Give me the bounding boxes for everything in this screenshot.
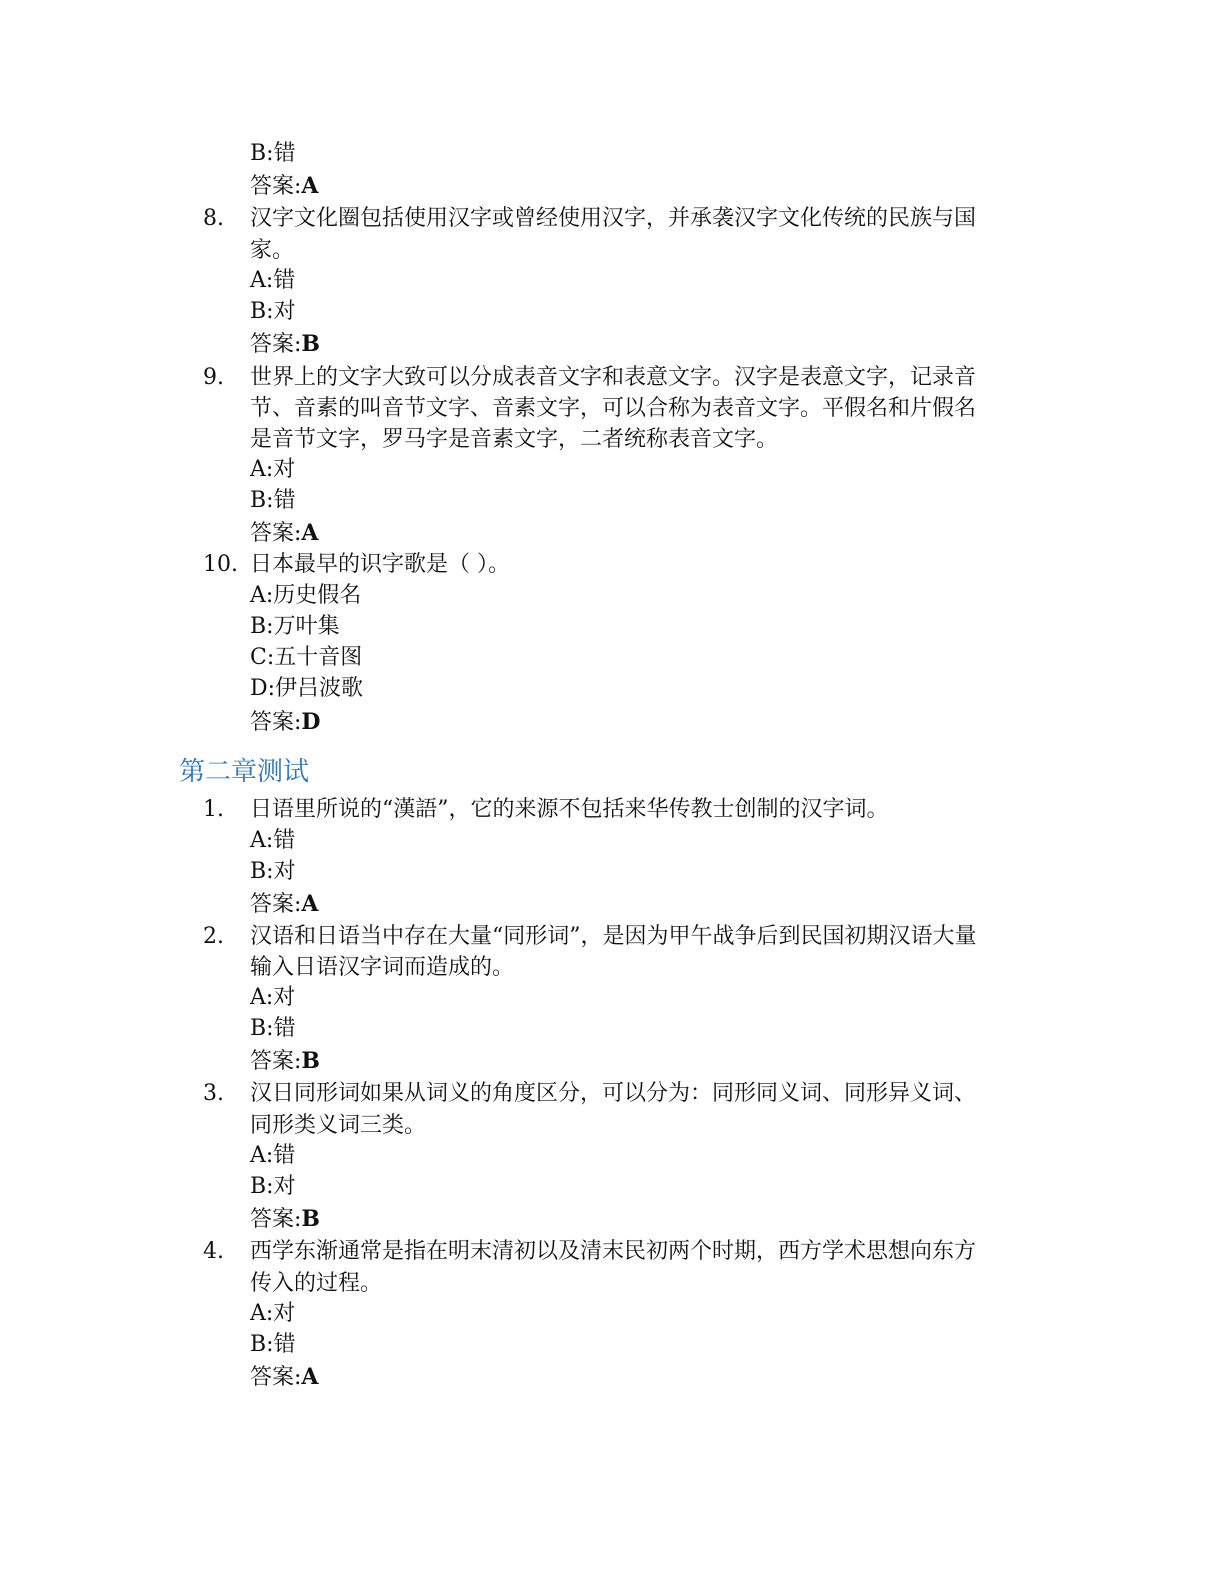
ch2-q4-text-line-2: 传入的过程。 — [250, 1271, 383, 1296]
ch2-q3-option-b: B:对 — [250, 1174, 296, 1199]
q8-text-line-2: 家。 — [250, 238, 295, 263]
ch2-q2-option-b: B:错 — [250, 1016, 296, 1041]
ch2-q3-answer — [250, 1203, 320, 1235]
ch2-q1-text-line-1: 日语里所说的“漢語”，它的来源不包括来华传教士创制的汉字词。 — [250, 797, 889, 822]
ch2-q4-option-a: A:对 — [250, 1301, 296, 1326]
q8-option-a: A:错 — [250, 268, 296, 293]
answer-value: D — [301, 709, 321, 735]
q10-option-b: B:万叶集 — [250, 614, 340, 639]
ch2-q2-option-a: A:对 — [250, 985, 296, 1010]
answer-value: A — [301, 520, 319, 546]
ch2-q2-text-line-1: 汉语和日语当中存在大量“同形词”，是因为甲午战争后到民国初期汉语大量 — [250, 924, 977, 949]
q7-answer — [250, 170, 319, 202]
chapter-2-heading: 第二章测试 — [179, 757, 310, 787]
q8-option-b: B:对 — [250, 299, 296, 324]
q8-answer — [250, 328, 320, 360]
q9-option-a: A:对 — [250, 457, 296, 482]
ch2-q3-text-line-2: 同形类义词三类。 — [250, 1113, 427, 1138]
answer-label: 答案: — [250, 1049, 302, 1074]
q10-text-line-1: 日本最早的识字歌是（ ）。 — [250, 552, 510, 577]
ch2-q1-option-a: A:错 — [250, 828, 296, 853]
ch2-q1-answer — [250, 888, 319, 920]
ch2-q3-text-line-1: 汉日同形词如果从词义的角度区分，可以分为：同形同义词、同形异义词、 — [250, 1081, 977, 1106]
answer-label: 答案: — [250, 1365, 302, 1390]
q9-text-line-3: 是音节文字，罗马字是音素文字，二者统称表音文字。 — [250, 427, 779, 452]
answer-label: 答案: — [250, 332, 302, 357]
q9-option-b: B:错 — [250, 488, 296, 513]
q10-answer — [250, 706, 321, 738]
q8-text-line-1: 汉字文化圈包括使用汉字或曾经使用汉字，并承袭汉字文化传统的民族与国 — [250, 206, 977, 231]
answer-value: A — [301, 891, 319, 917]
q8-number: 8. — [203, 206, 224, 231]
q9-text-line-1: 世界上的文字大致可以分成表音文字和表意文字。汉字是表意文字，记录音 — [250, 365, 977, 390]
ch2-q3-number: 3. — [203, 1081, 224, 1106]
answer-label: 答案: — [250, 521, 302, 546]
ch2-q2-answer — [250, 1045, 320, 1077]
answer-value: A — [301, 1364, 319, 1390]
q10-number: 10. — [203, 552, 238, 577]
answer-label: 答案: — [250, 174, 302, 199]
answer-value: B — [301, 1206, 321, 1232]
q7-option-b: B:错 — [250, 141, 296, 166]
ch2-q4-option-b: B:错 — [250, 1332, 296, 1357]
ch2-q4-answer — [250, 1361, 319, 1393]
ch2-q2-text-line-2: 输入日语汉字词而造成的。 — [250, 955, 515, 980]
answer-value: B — [301, 1048, 321, 1074]
ch2-q3-option-a: A:错 — [250, 1143, 296, 1168]
q10-option-c: C:五十音图 — [250, 645, 363, 670]
ch2-q1-number: 1. — [203, 797, 224, 822]
answer-value: A — [301, 173, 319, 199]
q9-answer — [250, 517, 319, 549]
answer-label: 答案: — [250, 710, 302, 735]
answer-value: B — [301, 331, 321, 357]
q10-option-a: A:历史假名 — [250, 583, 362, 608]
q9-number: 9. — [203, 365, 224, 390]
q10-option-d: D:伊吕波歌 — [250, 676, 364, 701]
q9-text-line-2: 节、音素的叫音节文字、音素文字，可以合称为表音文字。平假名和片假名 — [250, 396, 977, 421]
ch2-q1-option-b: B:对 — [250, 859, 296, 884]
ch2-q4-text-line-1: 西学东渐通常是指在明末清初以及清末民初两个时期，西方学术思想向东方 — [250, 1239, 977, 1264]
answer-label: 答案: — [250, 892, 302, 917]
ch2-q2-number: 2. — [203, 924, 224, 949]
ch2-q4-number: 4. — [203, 1239, 224, 1264]
answer-label: 答案: — [250, 1207, 302, 1232]
